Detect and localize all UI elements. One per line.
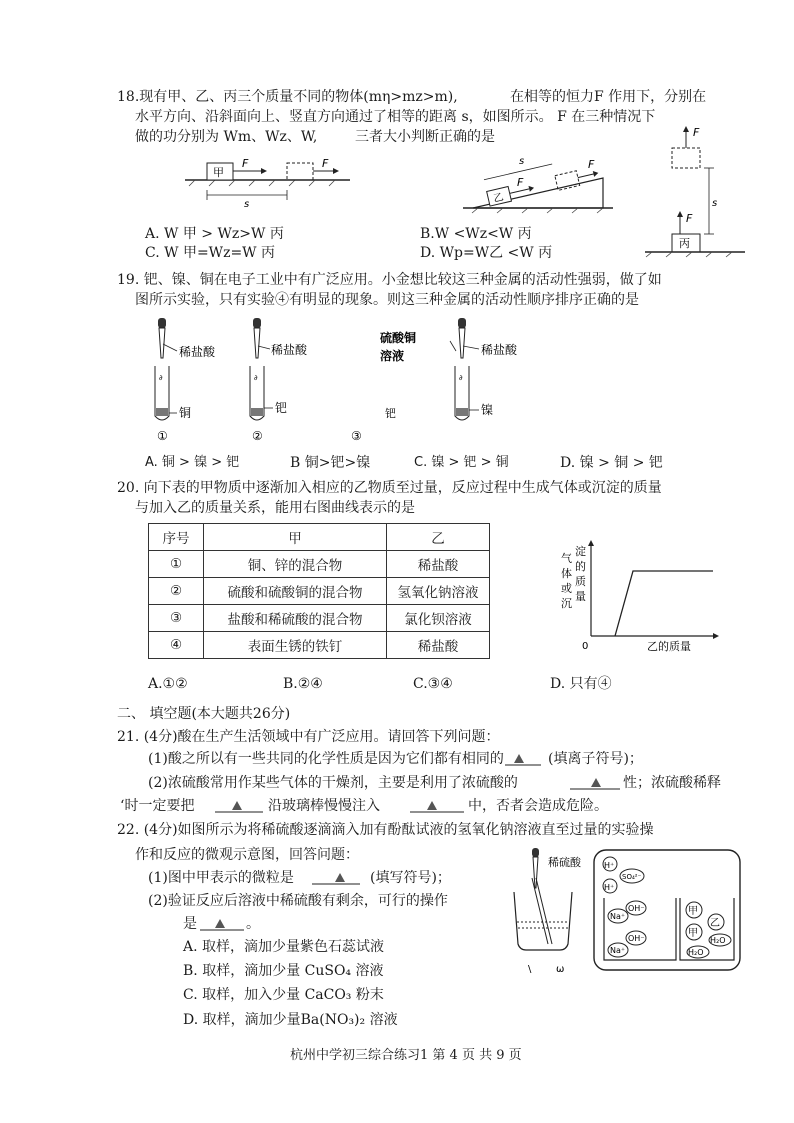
q20-line2: 与加入乙的质量关系，能用右图曲线表示的是 (135, 500, 415, 516)
table-row (149, 605, 490, 632)
particle-h2o-2: H₂O (688, 948, 704, 957)
graph-curve (615, 571, 713, 636)
q20-option-b: B.②④ (283, 676, 323, 692)
blank-q21-4[interactable] (410, 798, 466, 814)
table-cell: 铜、锌的混合物 (204, 551, 387, 578)
table-cell: ③ (149, 605, 204, 632)
q20-option-c: C.③④ (413, 676, 453, 692)
q21-l3b: 性；浓硫酸稀释 (623, 775, 721, 791)
table-cell: 盐酸和稀硫酸的混合物 (204, 605, 387, 632)
dropper-2 (253, 318, 270, 358)
q19-acid-label-2: 稀盐酸 (271, 343, 308, 357)
q21-l3a: (2)浓硫酸常用作某些气体的干燥剂，主要是利用了浓硫酸的 (148, 775, 518, 791)
particle-h2o-1: H₂O (710, 936, 726, 945)
table-cell: ② (149, 578, 204, 605)
q18-f-label-5: F (693, 126, 700, 139)
ion-h2: H⁺ (604, 883, 615, 892)
q18-figure-horizontal (185, 155, 355, 210)
graph-ylabel-char: 体 (561, 567, 572, 580)
q18-f-label-1: F (242, 157, 249, 170)
q18-f-label-6: F (686, 212, 693, 225)
q19-option-c: C. 镍 > 钯 > 铜 (414, 455, 509, 470)
q18-s-label-2: s (519, 156, 525, 167)
graph-ylabel-char: 气 (561, 552, 572, 565)
q22-l5a: 是 (183, 916, 197, 932)
table-cell: 硫酸和硫酸铜的混合物 (204, 578, 387, 605)
page-footer: 杭州中学初三综合练习1 第 4 页 共 9 页 (290, 1048, 522, 1063)
q18-s-label-3: s (712, 198, 718, 209)
test-tube-1 (155, 366, 169, 420)
graph-origin: 0 (582, 641, 589, 652)
q22-acid-label: 稀硫酸 (548, 856, 581, 869)
q19-line2: 图所示实验，只有实验④有明显的现象。则这三种金属的活动性顺序排序正确的是 (135, 292, 639, 308)
q20-table (148, 523, 490, 659)
q18-figure-incline (463, 148, 618, 213)
section-2-title: 二、 填空题(本大题共26分) (117, 706, 291, 722)
q19-option-a: A. 铜 > 镍 > 钯 (145, 455, 240, 470)
table-cell: 稀盐酸 (387, 632, 490, 659)
q18-figure-vertical (640, 122, 750, 257)
q18-option-b: B.W <Wz<W 丙 (420, 226, 532, 242)
particle-jia-2: 甲 (688, 928, 698, 939)
blank-q21-3[interactable] (215, 798, 265, 814)
table-row (149, 551, 490, 578)
q22-option-a: A. 取样，滴加少量紫色石蕊试液 (183, 939, 385, 955)
blank-q22-2[interactable] (200, 916, 246, 932)
svg-text:∂: ∂ (254, 374, 258, 382)
q18-s-label-1: s (244, 199, 250, 210)
q18-option-a: A. W 甲 > Wz>W 丙 (145, 226, 284, 242)
q21-l4b: 沿玻璃棒慢慢注入 (268, 798, 380, 814)
table-row (149, 632, 490, 659)
table-row (149, 578, 490, 605)
q19-acid-label-1: 稀盐酸 (179, 345, 216, 359)
q21-line1: 21. (4分)酸在生产生活领域中有广泛应用。请回答下列问题： (117, 729, 500, 745)
svg-text:ѡ: ѡ (556, 964, 565, 975)
table-header-row (149, 524, 490, 551)
graph-ylabel-char: 或 (561, 582, 572, 595)
q22-l4: (2)验证反应后溶液中稀硫酸有剩余，可行的操作 (148, 893, 448, 909)
q18-line1: 18.现有甲、乙、丙三个质量不同的物体(mη>mz>m), (117, 89, 458, 105)
test-tube-2 (250, 366, 264, 420)
table-cell: ④ (149, 632, 204, 659)
q18-bing-label: 丙 (679, 237, 690, 250)
particle-yi: 乙 (710, 918, 720, 929)
q21-l2a: (1)酸之所以有一些共同的化学性质是因为它们都有相同的 (148, 751, 504, 767)
dropper-4 (450, 318, 479, 358)
ion-na1: Na⁺ (610, 912, 626, 921)
q21-l4a: ‘时一定要把 (120, 798, 195, 814)
ion-h1: H⁺ (604, 861, 615, 870)
graph-ylabel-char: 沉 (561, 597, 572, 610)
q19-pd-label-3: 钯 (385, 407, 396, 420)
q19-cuso4-label-1: 硫酸铜 (380, 331, 417, 345)
ion-oh2: OH⁻ (628, 934, 645, 943)
q19-num-3: ③ (351, 429, 362, 443)
q18-line3a: 做的功分别为 Wm、Wz、W, (135, 129, 318, 145)
svg-text:∂: ∂ (459, 374, 463, 382)
q18-option-c: C. W 甲=Wz=W 丙 (145, 245, 276, 261)
q18-f-label-2: F (322, 157, 329, 170)
q19-option-d: D. 镍 > 铜 > 钯 (560, 455, 663, 471)
q19-acid-label-4: 稀盐酸 (481, 343, 518, 357)
ion-na2: Na⁺ (610, 946, 626, 955)
q22-l5b: 。 (246, 916, 260, 932)
table-cell: 氯化钡溶液 (387, 605, 490, 632)
q19-pd-label: 钯 (275, 401, 288, 415)
table-cell: 氢氧化钠溶液 (387, 578, 490, 605)
q20-option-d: D. 只有④ (550, 676, 612, 692)
q21-l2b: (填离子符号)； (548, 751, 643, 767)
q22-l3a: (1)图中甲表示的微粒是 (148, 870, 294, 886)
test-tube-4 (455, 366, 469, 420)
blank-q22-1[interactable] (312, 870, 362, 886)
blank-q21-1[interactable] (505, 751, 545, 767)
ion-oh1: OH⁻ (628, 904, 645, 913)
table-header: 序号 (149, 524, 204, 551)
svg-text:∂: ∂ (159, 374, 163, 382)
q22-option-b: B. 取样，滴加少量 CuSO₄ 溶液 (183, 963, 384, 979)
table-header: 乙 (387, 524, 490, 551)
q22-figure (508, 848, 748, 978)
table-cell: 稀盐酸 (387, 551, 490, 578)
q19-ni-label: 镍 (481, 403, 494, 417)
q19-num-1: ① (157, 429, 168, 443)
q20-graph (555, 540, 725, 655)
blank-q21-2[interactable] (570, 775, 620, 791)
graph-ylabel-char: 量 (575, 590, 586, 603)
graph-ylabel-char: 淀 (575, 545, 586, 558)
q19-num-2: ② (252, 429, 263, 443)
table-cell: ① (149, 551, 204, 578)
q22-line1: 22. (4分)如图所示为将稀硫酸逐滴滴入加有酚酞试液的氢氧化钠溶液直至过量的实验操 (117, 822, 654, 838)
graph-xlabel: 乙的质量 (647, 640, 691, 653)
graph-ylabel-char: 的 (575, 560, 586, 573)
q18-f-label-3: F (517, 176, 524, 189)
q21-l4c: 中，否者会造成危险。 (468, 798, 608, 814)
q18-line2: 水平方向、沿斜面向上、竖直方向通过了相等的距离 s，如图所示。 F 在三种情况下 (135, 109, 656, 125)
q18-jia-label: 甲 (213, 166, 224, 179)
q18-yi-label: 乙 (492, 191, 505, 205)
q18-f-label-4: F (588, 158, 595, 171)
q20-option-a: A.①② (148, 676, 188, 692)
q19-cu-label: 铜 (179, 406, 192, 420)
table-header: 甲 (204, 524, 387, 551)
q19-option-b: B 铜>钯>镍 (290, 455, 371, 471)
q22-option-d: D. 取样，滴加少量Ba(NO₃)₂ 溶液 (183, 1012, 398, 1028)
ion-so4: SO₄²⁻ (622, 873, 642, 881)
table-cell: 表面生锈的铁钉 (204, 632, 387, 659)
q22-option-c: C. 取样，加入少量 CaCO₃ 粉末 (183, 987, 384, 1003)
q19-figure (145, 316, 545, 444)
q18-line3b: 三者大小判断正确的是 (355, 129, 495, 145)
q18-option-d: D. Wp=W乙 <W 丙 (420, 245, 553, 261)
q19-cuso4-label-2: 溶液 (380, 349, 405, 363)
q22-line2: 作和反应的微观示意图，回答问题： (135, 847, 359, 863)
dropper-1 (158, 318, 177, 358)
svg-text:\: \ (528, 964, 532, 975)
q22-l3b: (填写符号)； (370, 870, 451, 886)
graph-ylabel-char: 质 (575, 575, 586, 588)
particle-jia-1: 甲 (688, 906, 698, 917)
q20-line1: 20. 向下表的甲物质中逐渐加入相应的乙物质至过量，反应过程中生成气体或沉淀的质量 (117, 480, 662, 496)
q19-line1: 19. 钯、镍、铜在电子工业中有广泛应用。小金想比较这三种金属的活动性强弱，做了如 (117, 272, 662, 288)
q18-line1b: 在相等的恒力F 作用下，分别在 (510, 89, 707, 105)
